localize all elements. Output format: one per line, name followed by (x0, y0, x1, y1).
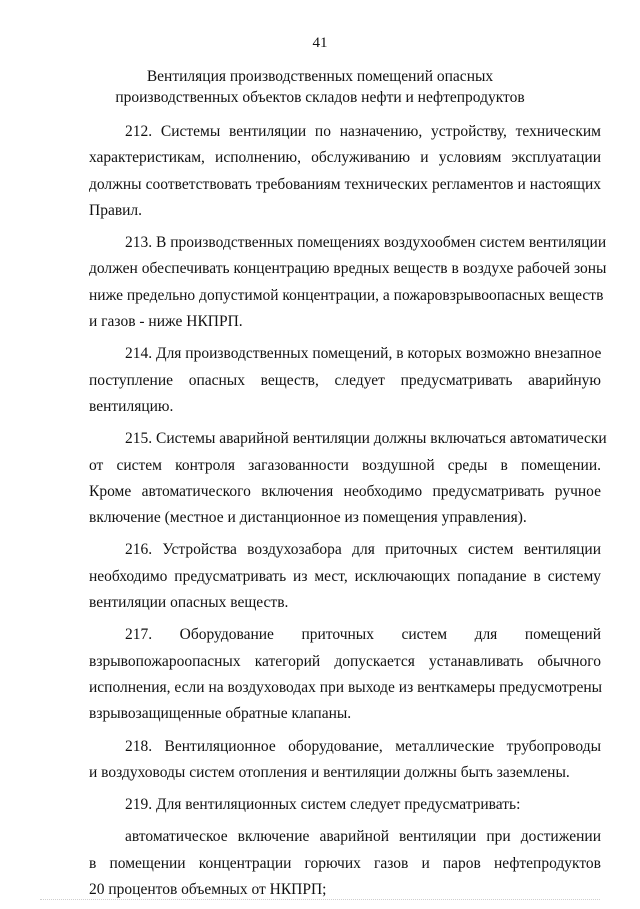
text-line: автоматическое включение аварийной вентиляции при достижении (125, 828, 601, 846)
text-line: должен обеспечивать концентрацию вредных веществ в воздухе рабочей зоны (89, 260, 607, 278)
text-line: 212. Системы вентиляции по назначению, устройству, техническим (125, 123, 601, 140)
paragraph-215 (89, 426, 607, 531)
text-line: вентиляции опасных веществ. (89, 594, 289, 612)
text-line: взрывопожароопасных категорий допускается устанавливать обычного (89, 652, 601, 670)
text-line: необходимо предусматривать из мест, исключающих попадание в систему (89, 567, 601, 585)
page-number: 41 (312, 35, 328, 51)
text-line: и газов - ниже НКПРП. (89, 313, 243, 331)
text-line: 217. Оборудование приточных систем для помещений (125, 626, 601, 644)
text-line: исполнения, если на воздуховодах при выходе из венткамеры предусмотрены (89, 678, 603, 696)
paragraph-219-item (89, 824, 601, 903)
text-line: 214. Для производственных помещений, в которых возможно внезапное (125, 345, 602, 363)
text-line: Кроме автоматического включения необходимо предусматривать ручное (89, 482, 601, 500)
section-heading (0, 66, 640, 108)
text-line: поступление опасных веществ, следует предусматривать аварийную (89, 371, 601, 389)
text-line: 213. В производственных помещениях воздухообмен систем вентиляции (125, 234, 607, 252)
text-line: 219. Для вентиляционных систем следует предусматривать: (125, 796, 521, 814)
paragraph-212 (89, 119, 601, 224)
document-body (89, 119, 607, 909)
text-line: и воздуховоды систем отопления и вентиляции должны быть заземлены. (89, 763, 570, 781)
paragraph-217 (89, 622, 601, 727)
text-line: включение (местное и дистанционное из помещения управления). (89, 509, 527, 527)
heading-line: Вентиляция производственных помещений опасных (146, 68, 494, 85)
paragraph-218 (89, 734, 601, 787)
page-bottom-edge (40, 899, 600, 901)
paragraph-216 (89, 537, 601, 616)
text-line: 215. Системы аварийной вентиляции должны включаться автоматически (125, 430, 607, 448)
text-line: 216. Устройства воздухозабора для приточных систем вентиляции (125, 541, 601, 559)
text-line: в помещении концентрации горючих газов и паров нефтепродуктов (89, 854, 601, 872)
text-line: ниже предельно допустимой концентрации, а пожаровзрывоопасных веществ (89, 286, 604, 304)
text-line: вентиляцию. (89, 397, 174, 415)
text-line: от систем контроля загазованности воздушной среды в помещении. (89, 456, 601, 474)
paragraph-214 (89, 341, 601, 420)
text-line: Правил. (89, 201, 143, 219)
heading-line: производственных объектов складов нефти и нефтепродуктов (115, 89, 525, 106)
paragraph-213 (89, 230, 607, 335)
text-line: 20 процентов объемных от НКПРП; (89, 881, 327, 899)
text-line: 218. Вентиляционное оборудование, металлические трубопроводы (125, 737, 601, 755)
text-line: взрывозащищенные обратные клапаны. (89, 705, 352, 723)
text-line: характеристикам, исполнению, обслуживанию и условиям эксплуатации (89, 149, 601, 167)
text-line: должны соответствовать требованиям технических регламентов и настоящих (89, 175, 601, 193)
paragraph-219 (89, 792, 601, 818)
